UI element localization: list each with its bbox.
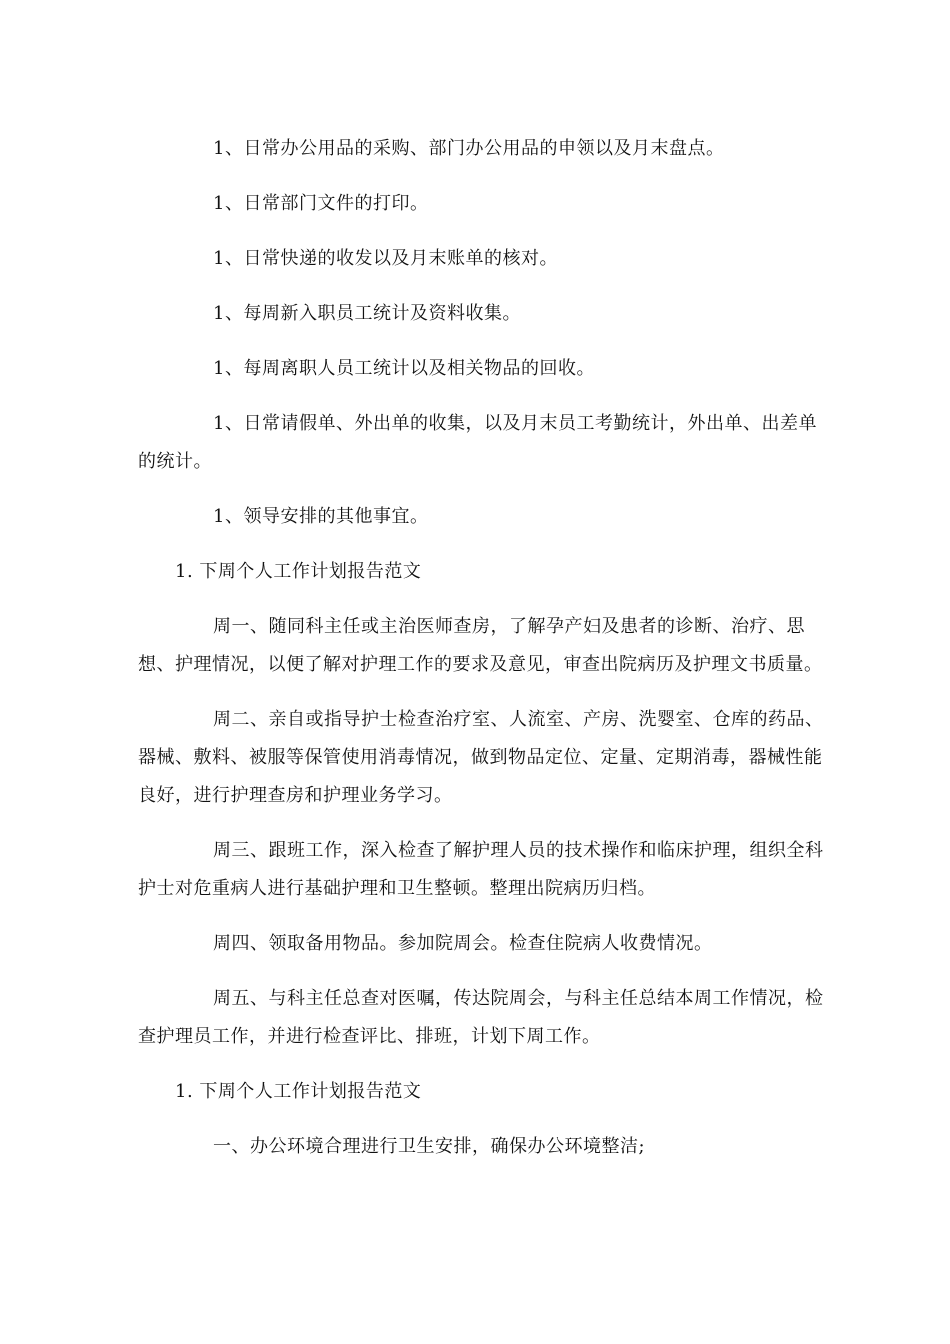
paragraph-office-environment: 一、办公环境合理进行卫生安排，确保办公环境整洁; <box>213 1136 646 1157</box>
section-heading: 1. 下周个人工作计划报告范文 <box>175 1081 422 1102</box>
paragraph-resignations: 1、每周离职人员工统计以及相关物品的回收。 <box>213 358 595 379</box>
document-body <box>138 130 828 1166</box>
paragraph-printing: 1、日常部门文件的打印。 <box>213 193 429 214</box>
paragraph-express-delivery: 1、日常快递的收发以及月末账单的核对。 <box>213 248 558 269</box>
paragraph-friday: 周五、与科主任总查对医嘱，传达院周会，与科主任总结本周工作情况，检查护理员工作，并进行检查评比、排班，计划下周工作。 <box>138 988 824 1047</box>
paragraph-new-hires: 1、每周新入职员工统计及资料收集。 <box>213 303 521 324</box>
section-heading: 1. 下周个人工作计划报告范文 <box>175 561 422 582</box>
paragraph-monday: 周一、随同科主任或主治医师查房，了解孕产妇及患者的诊断、治疗、思想、护理情况，以便了解对护理工作的要求及意见，审查出院病历及护理文书质量。 <box>138 616 823 675</box>
paragraph-tuesday: 周二、亲自或指导护士检查治疗室、人流室、产房、洗婴室、仓库的药品、器械、敷料、被服等保管使用消毒情况，做到物品定位、定量、定期消毒，器械性能良好，进行护理查房和护理业务学习。 <box>138 709 824 806</box>
paragraph-office-supplies: 1、日常办公用品的采购、部门办公用品的申领以及月末盘点。 <box>213 138 725 159</box>
paragraph-other-matters: 1、领导安排的其他事宜。 <box>213 506 429 527</box>
paragraph-wednesday: 周三、跟班工作，深入检查了解护理人员的技术操作和临床护理，组织全科护士对危重病人进行基础护理和卫生整顿。整理出院病历归档。 <box>138 840 824 899</box>
paragraph-thursday: 周四、领取备用物品。参加院周会。检查住院病人收费情况。 <box>213 933 713 954</box>
paragraph-leave-attendance: 1、日常请假单、外出单的收集，以及月末员工考勤统计，外出单、出差单的统计。 <box>138 413 817 472</box>
